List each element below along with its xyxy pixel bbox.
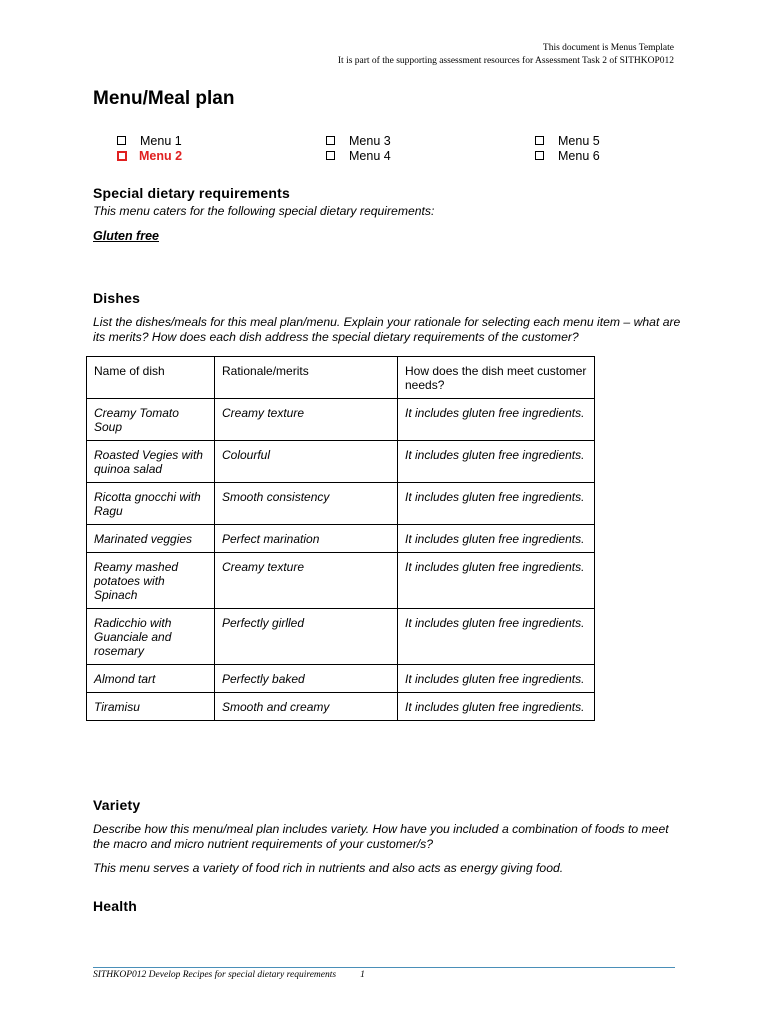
dishes-intro: List the dishes/meals for this meal plan/menu. Explain your rationale for selecting each menu item – what are its merits? How does each dish address the special dietary requirements of the customer? bbox=[93, 315, 681, 344]
health-heading: Health bbox=[93, 898, 137, 914]
dish-rationale: Smooth and creamy bbox=[215, 693, 398, 721]
table-row bbox=[87, 525, 595, 553]
checkbox-checked-icon[interactable] bbox=[117, 151, 127, 161]
page-footer bbox=[93, 970, 365, 980]
checkbox-icon[interactable] bbox=[117, 136, 126, 145]
page-number: 1 bbox=[360, 970, 365, 980]
menu-option-5[interactable] bbox=[535, 133, 600, 148]
menu-option-6[interactable] bbox=[535, 148, 600, 163]
checkbox-icon[interactable] bbox=[326, 136, 335, 145]
checkbox-icon[interactable] bbox=[535, 136, 544, 145]
dish-needs: It includes gluten free ingredients. bbox=[398, 553, 595, 609]
dish-name: Ricotta gnocchi with Ragu bbox=[87, 483, 215, 525]
dish-rationale: Perfect marination bbox=[215, 525, 398, 553]
document-header bbox=[338, 42, 674, 68]
dish-rationale: Creamy texture bbox=[215, 553, 398, 609]
dish-name: Almond tart bbox=[87, 665, 215, 693]
checkbox-icon[interactable] bbox=[326, 151, 335, 160]
menu-option-label: Menu 3 bbox=[349, 133, 391, 148]
checkbox-icon[interactable] bbox=[535, 151, 544, 160]
table-header-row bbox=[87, 357, 595, 399]
menu-option-label: Menu 6 bbox=[558, 148, 600, 163]
dish-needs: It includes gluten free ingredients. bbox=[398, 399, 595, 441]
menu-option-label: Menu 2 bbox=[139, 148, 183, 163]
table-row bbox=[87, 399, 595, 441]
dish-name: Radicchio with Guanciale and rosemary bbox=[87, 609, 215, 665]
dish-rationale: Perfectly girlled bbox=[215, 609, 398, 665]
menu-option-1[interactable] bbox=[117, 133, 182, 148]
page-title: Menu/Meal plan bbox=[93, 88, 235, 109]
table-row bbox=[87, 553, 595, 609]
dish-needs: It includes gluten free ingredients. bbox=[398, 693, 595, 721]
dish-name: Marinated veggies bbox=[87, 525, 215, 553]
header-line-1: This document is Menus Template bbox=[542, 43, 674, 53]
dish-needs: It includes gluten free ingredients. bbox=[398, 441, 595, 483]
dish-rationale: Smooth consistency bbox=[215, 483, 398, 525]
menu-option-4[interactable] bbox=[326, 148, 391, 163]
dish-name: Creamy Tomato Soup bbox=[87, 399, 215, 441]
special-dietary-heading: Special dietary requirements bbox=[93, 185, 291, 201]
dishes-table bbox=[86, 356, 595, 721]
variety-answer: This menu serves a variety of food rich in nutrients and also acts as energy giving food. bbox=[93, 861, 564, 875]
dish-needs: It includes gluten free ingredients. bbox=[398, 483, 595, 525]
dish-needs: It includes gluten free ingredients. bbox=[398, 665, 595, 693]
table-row bbox=[87, 441, 595, 483]
special-dietary-intro: This menu caters for the following special dietary requirements: bbox=[93, 204, 435, 218]
column-header: How does the dish meet customer needs? bbox=[398, 357, 595, 399]
table-row bbox=[87, 483, 595, 525]
footer-text: SITHKOP012 Develop Recipes for special dietary requirements bbox=[93, 970, 337, 980]
footer-rule bbox=[93, 967, 675, 968]
dish-needs: It includes gluten free ingredients. bbox=[398, 525, 595, 553]
variety-intro: Describe how this menu/meal plan includes variety. How have you included a combination of foods to meet the macro and micro nutrient requirements of your customer/s? bbox=[93, 822, 669, 851]
special-dietary-answer: Gluten free bbox=[93, 229, 159, 243]
dish-rationale: Perfectly baked bbox=[215, 665, 398, 693]
menu-option-label: Menu 4 bbox=[349, 148, 391, 163]
menu-option-3[interactable] bbox=[326, 133, 391, 148]
table-row bbox=[87, 693, 595, 721]
dish-name: Roasted Vegies with quinoa salad bbox=[87, 441, 215, 483]
dish-rationale: Colourful bbox=[215, 441, 398, 483]
menu-option-label: Menu 5 bbox=[558, 133, 600, 148]
table-row bbox=[87, 609, 595, 665]
column-header: Rationale/merits bbox=[215, 357, 398, 399]
dish-needs: It includes gluten free ingredients. bbox=[398, 609, 595, 665]
variety-heading: Variety bbox=[93, 797, 141, 813]
menu-option-2[interactable] bbox=[117, 148, 182, 163]
column-header: Name of dish bbox=[87, 357, 215, 399]
menu-option-label: Menu 1 bbox=[140, 133, 182, 148]
header-line-2: It is part of the supporting assessment resources for Assessment Task 2 of SITHKOP012 bbox=[337, 56, 674, 66]
table-row bbox=[87, 665, 595, 693]
dishes-heading: Dishes bbox=[93, 290, 141, 306]
menu-checkbox-group bbox=[117, 133, 637, 167]
dish-rationale: Creamy texture bbox=[215, 399, 398, 441]
dish-name: Tiramisu bbox=[87, 693, 215, 721]
dish-name: Reamy mashed potatoes with Spinach bbox=[87, 553, 215, 609]
